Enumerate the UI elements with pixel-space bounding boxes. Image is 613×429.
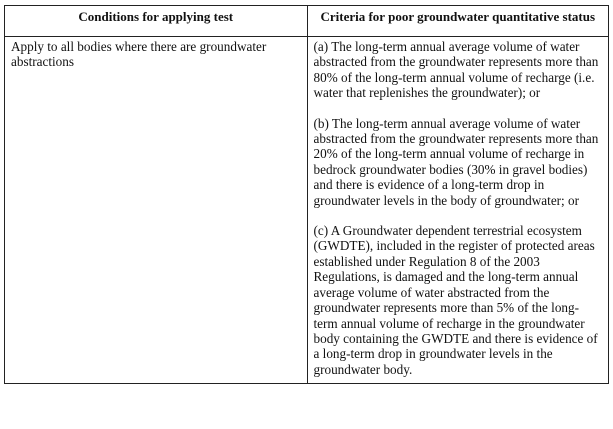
header-conditions: Conditions for applying test: [5, 6, 308, 37]
criterion-b: (b) The long-term annual average volume of water abstracted from the groundwater represents more than 20% of the long-term annual volume of recharge in bedrock groundwater bodies (30% in gravel bodies) and there is evidence of a long-term drop in groundwater levels in the body of groundwater; or: [313, 115, 599, 208]
table-row: [5, 37, 609, 384]
header-row: [5, 6, 609, 37]
criterion-a: (a) The long-term annual average volume of water abstracted from the groundwater represents more than 80% of the long-term annual volume of recharge (i.e. water that replenishes the groundwater); or: [313, 39, 599, 101]
criterion-c: (c) A Groundwater dependent terrestrial ecosystem (GWDTE), included in the register of protected areas established under Regulation 8 of the 2003 Regulations, is damaged and the long-term annual average volume of water abstracted from the groundwater represents more than 5% of the long-term annual volume of recharge in the groundwater body containing the GWDTE and there is evidence of a long-term drop in groundwater levels in the groundwater body.: [313, 223, 598, 377]
condition-cell: Apply to all bodies where there are groundwater abstractions: [5, 37, 308, 384]
header-criteria: Criteria for poor groundwater quantitative status: [307, 6, 609, 37]
criteria-table: [4, 5, 609, 384]
criteria-cell: [307, 37, 609, 384]
